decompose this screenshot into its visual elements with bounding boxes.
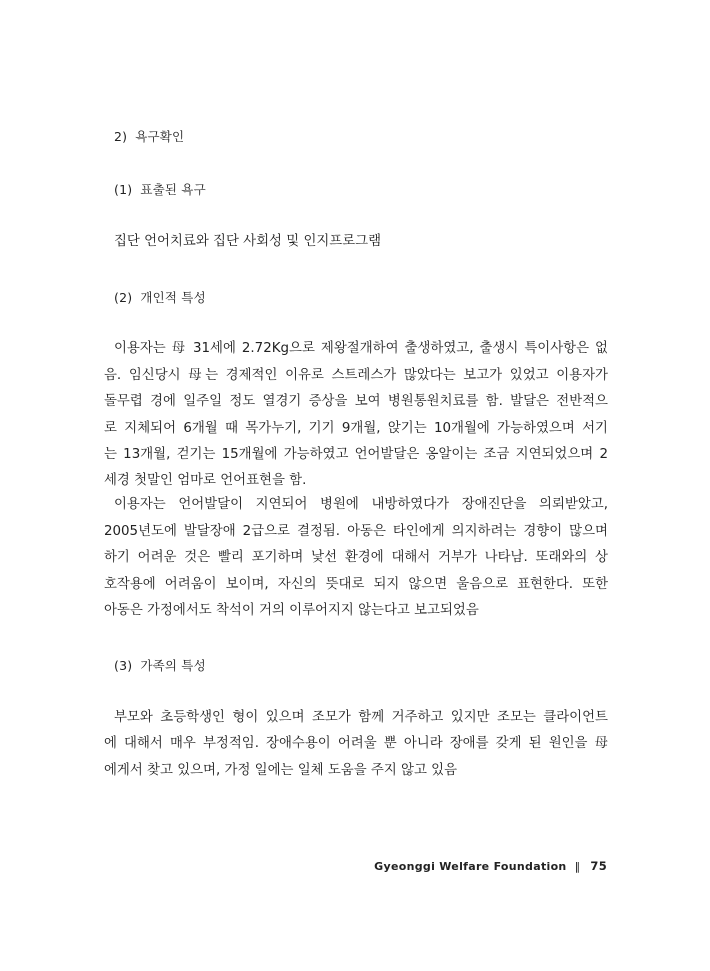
subsection-number: (3): [114, 658, 133, 673]
paragraph-line: 에게서 찾고 있으며, 가정 일에는 일체 도움을 주지 않고 있음: [104, 763, 458, 778]
paragraph-line: 2005년도에 발달장애 2급으로 결정됨. 아동은 타인에게 의지하려는 경향이 많으며: [104, 524, 608, 539]
section-heading-needs: [114, 127, 184, 145]
subsection-title: 개인적 특성: [140, 290, 206, 305]
expressed-needs-text: 집단 언어치료와 집단 사회성 및 인지프로그램: [114, 234, 382, 249]
paragraph-line: 세경 첫말인 엄마로 언어표현을 함.: [104, 473, 307, 488]
paragraph-line: 이용자는 언어발달이 지연되어 병원에 내방하였다가 장애진단을 의뢰받았고,: [114, 497, 608, 512]
footer-separator: ‖: [574, 860, 581, 873]
paragraph-line: 호작용에 어려움이 보이며, 자신의 뜻대로 되지 않으면 울음으로 표현한다. 또한: [104, 577, 608, 592]
paragraph-line: 는 13개월, 걷기는 15개월에 가능하였고 언어발달은 옹알이는 조금 지연되었으며 2: [104, 447, 608, 462]
subsection-title: 가족의 특성: [140, 658, 206, 673]
paragraph-line: 로 지체되어 6개월 때 목가누기, 기기 9개월, 앉기는 10개월에 가능하였으며 서기: [104, 421, 608, 436]
subsection-heading-family: [114, 656, 206, 674]
subsection-heading-individual: [114, 288, 206, 306]
paragraph-line: 음. 임신당시 母는 경제적인 이유로 스트레스가 많았다는 보고가 있었고 이용자가: [104, 368, 608, 383]
subsection-number: (2): [114, 290, 133, 305]
paragraph-line: 아동은 가정에서도 착석이 거의 이루어지지 않는다고 보고되었음: [104, 603, 479, 618]
paragraph-line: 이용자는 母 31세에 2.72Kg으로 제왕절개하여 출생하였고, 출생시 특이사항은 없: [114, 341, 608, 356]
paragraph-line: 돌무렵 경에 일주일 정도 열경기 증상을 보여 병원통원치료를 함. 발달은 전반적으: [104, 394, 608, 409]
subsection-heading-expressed-needs: [114, 180, 206, 198]
subsection-number: (1): [114, 182, 133, 197]
page-footer: [374, 859, 607, 873]
paragraph-line: 에 대해서 매우 부정적임. 장애수용이 어려울 뿐 아니라 장애를 갖게 된 원인을 母: [104, 736, 608, 751]
paragraph-line: 하기 어려운 것은 빨리 포기하며 낯선 환경에 대해서 거부가 나타남. 또래와의 상: [104, 550, 608, 565]
footer-organization: Gyeonggi Welfare Foundation: [374, 860, 567, 873]
paragraph-line: 부모와 초등학생인 형이 있으며 조모가 함께 거주하고 있지만 조모는 클라이언트: [114, 710, 608, 725]
page-number: 75: [590, 859, 607, 873]
section-title: 욕구확인: [135, 129, 185, 144]
subsection-title: 표출된 욕구: [140, 182, 206, 197]
section-number: 2): [114, 129, 128, 144]
